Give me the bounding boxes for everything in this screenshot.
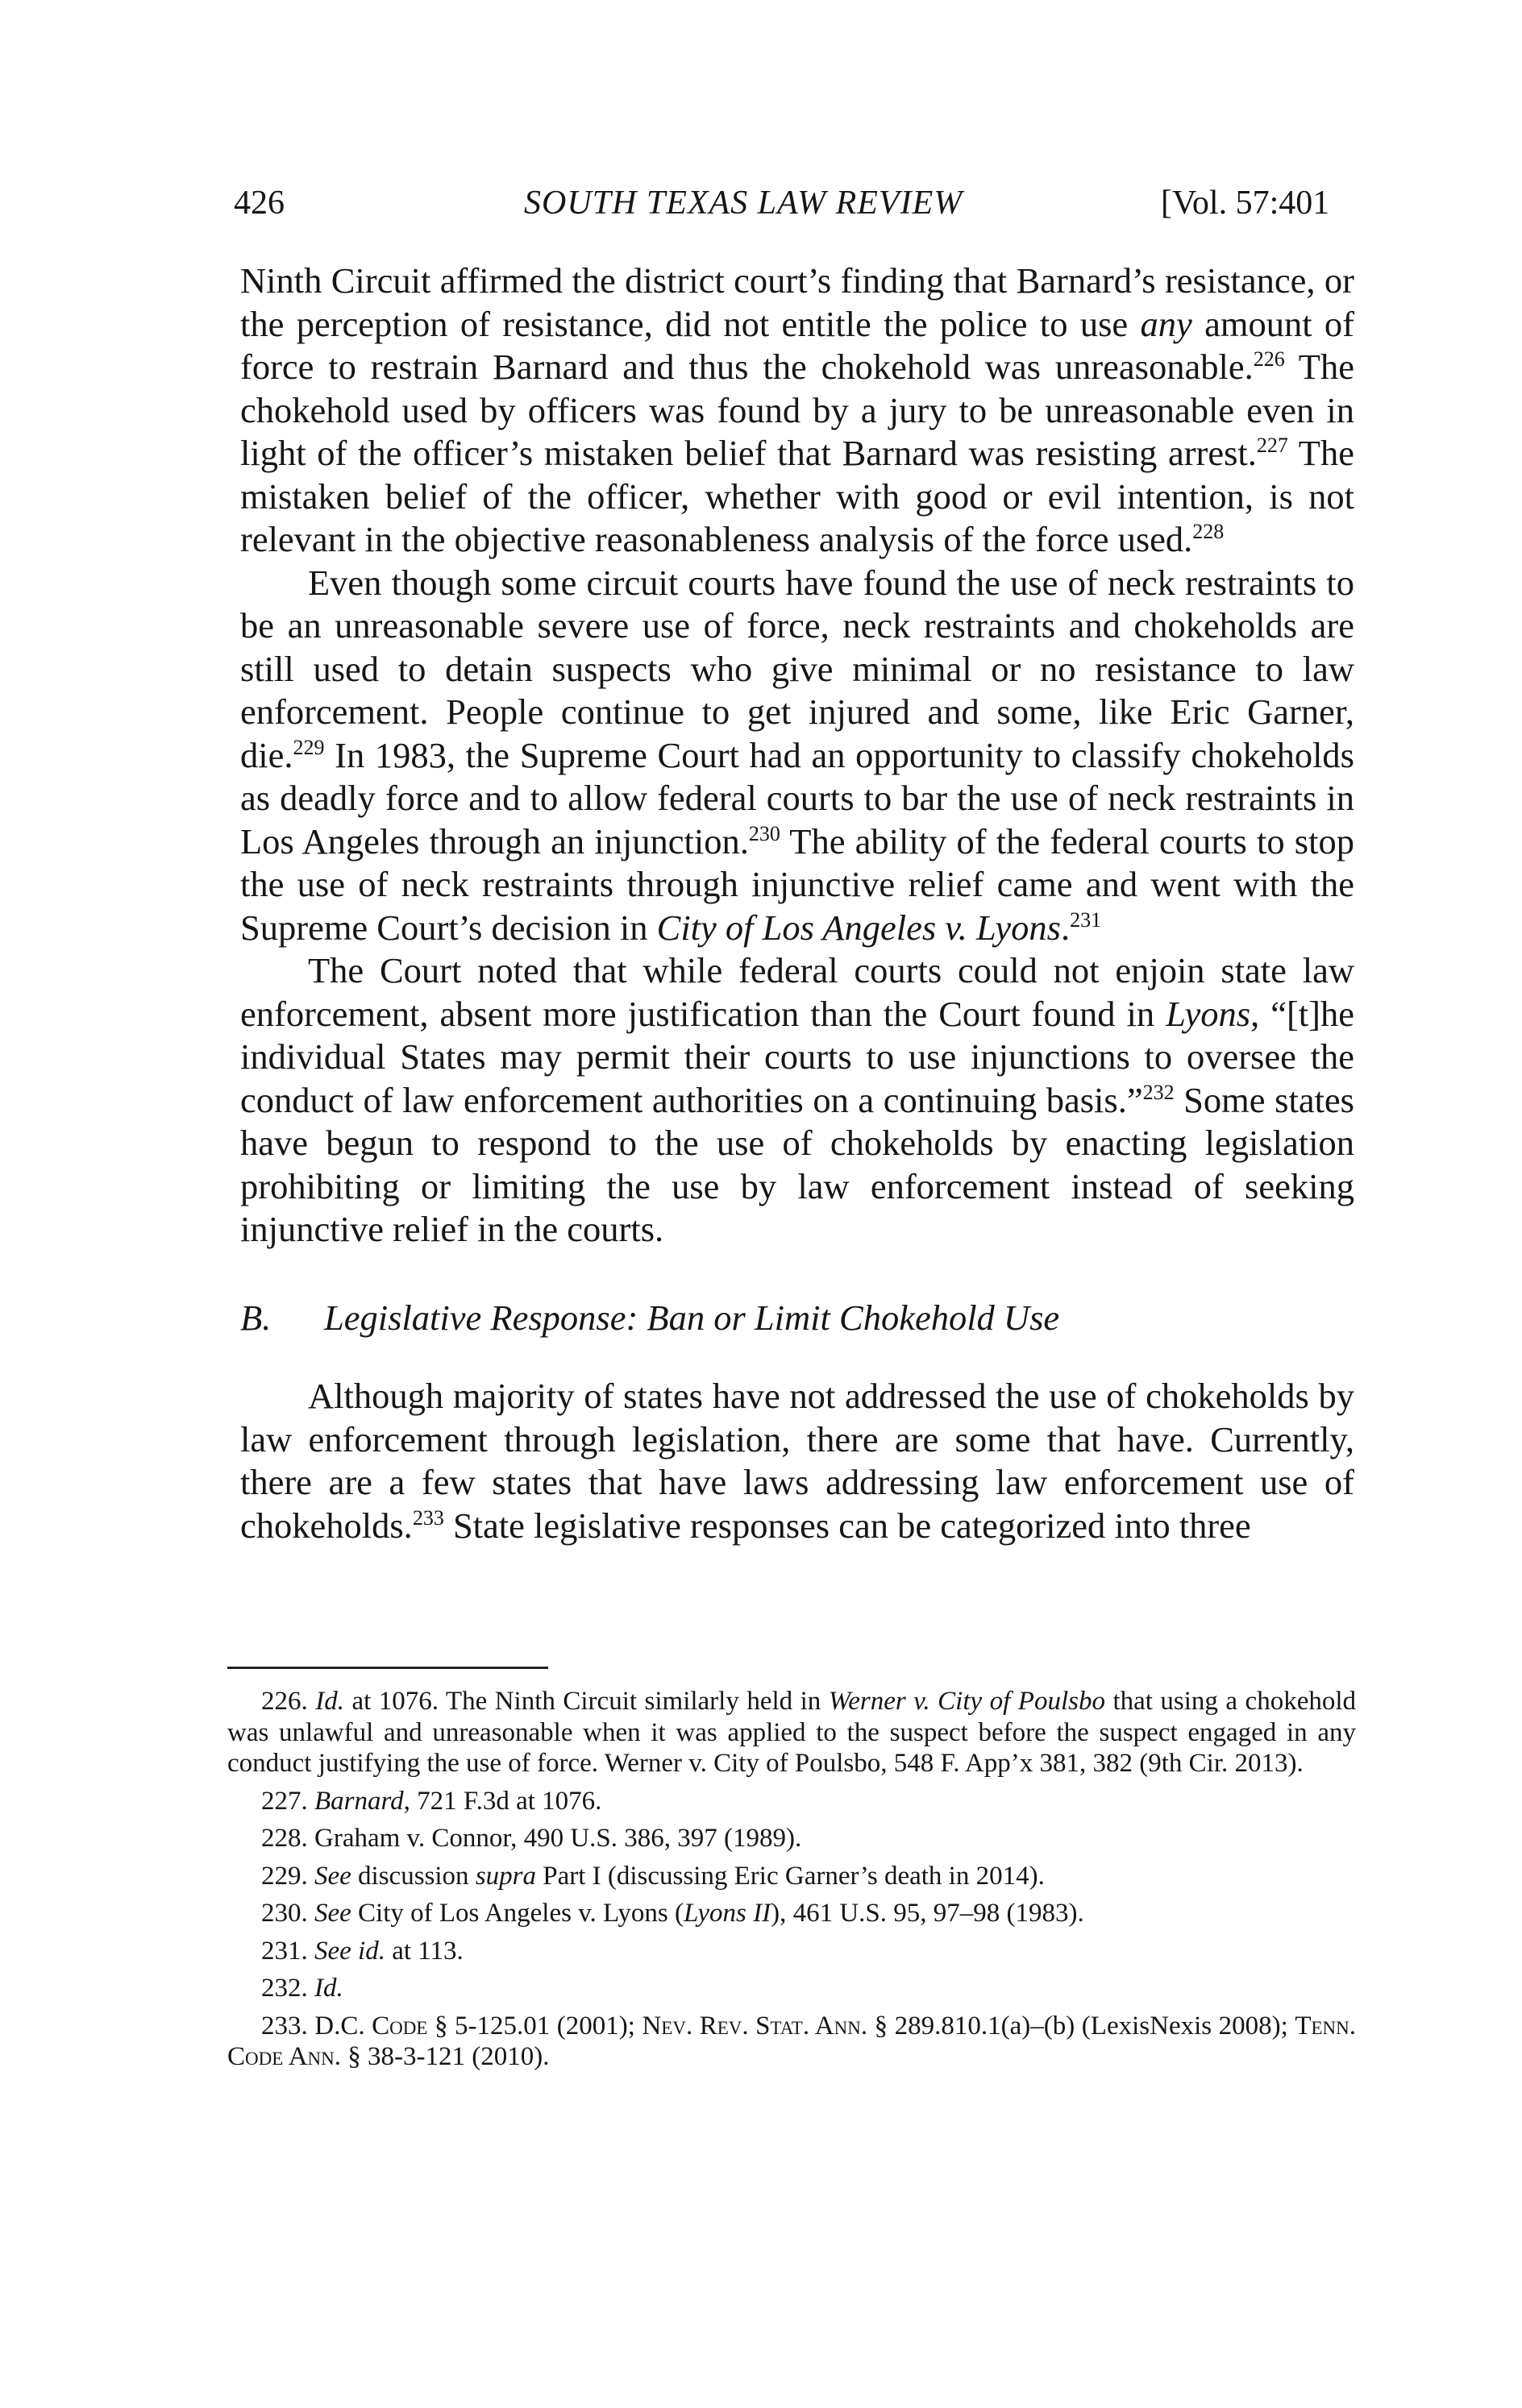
footnote-number: 227. bbox=[261, 1786, 314, 1816]
case-name: Werner v. City of Poulsbo bbox=[828, 1687, 1105, 1716]
footnote-229 bbox=[227, 1861, 1356, 1892]
journal-title: SOUTH TEXAS LAW REVIEW bbox=[524, 185, 963, 222]
case-name: Lyons bbox=[1166, 993, 1251, 1034]
text-run: Ninth Circuit affirmed the district court’s finding that Barnard’s resistance, or the perception of resistance, did not entitle the police to use bbox=[240, 260, 1354, 344]
text-run: The chokehold used by officers was found by a jury to be unreasonable even in light of the officer’s mistaken belief that Barnard was resisting arrest. bbox=[240, 347, 1354, 473]
footnote-231 bbox=[227, 1936, 1356, 1967]
body-text bbox=[240, 259, 1354, 1547]
signal: See bbox=[314, 1899, 351, 1928]
footnote-ref-230[interactable]: 230 bbox=[748, 821, 780, 845]
text-run: § 38-3-121 (2010). bbox=[341, 2042, 550, 2071]
text-run: The Court noted that while federal courts could not enjoin state law enforcement, absent more justification than the Court found in bbox=[240, 950, 1354, 1034]
footnote-227 bbox=[227, 1786, 1356, 1817]
text-run: amount of force to restrain Barnard and thus the chokehold was unreasonable. bbox=[240, 303, 1354, 387]
text-run: that using a chokehold was unlawful and unreasonable when it was applied to the suspect before the suspect engaged in any conduct justifying the use of force. Werner v. City of Poulsbo, 548 F. App’x 381, 382 (9th Cir. 2013). bbox=[227, 1687, 1357, 1778]
signal: See bbox=[314, 1861, 351, 1891]
section-title: Legislative Response: Ban or Limit Chokehold Use bbox=[324, 1297, 1060, 1338]
footnote-number: 232. bbox=[261, 1974, 314, 2003]
signal: See id. bbox=[314, 1936, 385, 1966]
text-run: at 113. bbox=[385, 1936, 464, 1966]
case-name: Lyons II bbox=[683, 1899, 771, 1928]
text-run: discussion bbox=[351, 1861, 476, 1891]
footnote-232 bbox=[227, 1973, 1356, 2004]
text-run: City of Los Angeles v. Lyons ( bbox=[351, 1899, 684, 1928]
small-caps-run: Code bbox=[372, 2011, 428, 2041]
text-run: ), 461 U.S. 95, 97–98 (1983). bbox=[771, 1899, 1084, 1928]
footnote-228 bbox=[227, 1823, 1356, 1854]
section-letter: B. bbox=[240, 1297, 272, 1338]
italic-run: Id. bbox=[314, 1974, 343, 2003]
text-run: D.C. bbox=[314, 2011, 372, 2041]
text-run: § 5-125.01 (2001); bbox=[427, 2011, 642, 2041]
running-header bbox=[0, 184, 1522, 232]
footnote-230 bbox=[227, 1898, 1356, 1929]
footnote-divider bbox=[227, 1667, 548, 1669]
footnote-number: 226. bbox=[261, 1687, 316, 1716]
paragraph-3 bbox=[240, 949, 1354, 1252]
footnote-number: 229. bbox=[261, 1861, 314, 1891]
page-number: 426 bbox=[234, 185, 285, 222]
case-name: Barnard bbox=[314, 1786, 404, 1816]
case-name: City of Los Angeles v. Lyons bbox=[656, 907, 1061, 948]
italic-run: Id. bbox=[315, 1687, 344, 1716]
text-run: Some states have begun to respond to the use of chokeholds by enacting legislation prohibiting or limiting the use by law enforcement instead of seeking injunctive relief in the courts. bbox=[240, 1079, 1355, 1249]
italic-run: any bbox=[1140, 303, 1192, 344]
text-run: , “[t]he individual States may permit their courts to use injunctions to oversee the conduct of law enforcement authorities on a continuing basis.” bbox=[240, 993, 1354, 1120]
text-run: The ability of the federal courts to stop the use of neck restraints through injunctive relief came and went with the Supreme Court’s decision in bbox=[240, 820, 1354, 948]
footnote-ref-228[interactable]: 228 bbox=[1192, 520, 1225, 544]
text-run: Although majority of states have not addressed the use of chokeholds by law enforcement through legislation, there are some that have. Currently, there are a few states that have laws addressing law enforcement use of chokeholds. bbox=[240, 1376, 1354, 1546]
volume-citation: [Vol. 57:401 bbox=[1161, 185, 1330, 222]
footnote-number: 230. bbox=[261, 1899, 314, 1928]
section-heading bbox=[240, 1297, 1354, 1340]
paragraph-2 bbox=[240, 562, 1354, 950]
text-run: State legislative responses can be categorized into three bbox=[443, 1505, 1251, 1546]
italic-run: supra bbox=[475, 1861, 536, 1891]
footnote-233 bbox=[227, 2011, 1356, 2073]
small-caps-run: Tenn. Code Ann. bbox=[227, 2011, 1357, 2071]
footnote-ref-232[interactable]: 232 bbox=[1142, 1080, 1175, 1104]
footnote-ref-233[interactable]: 233 bbox=[412, 1505, 444, 1530]
footnote-number: 231. bbox=[261, 1936, 314, 1966]
paragraph-1 bbox=[240, 259, 1354, 562]
footnotes bbox=[227, 1686, 1356, 2079]
footnote-ref-227[interactable]: 227 bbox=[1256, 434, 1288, 458]
footnote-ref-226[interactable]: 226 bbox=[1253, 347, 1285, 372]
text-run: at 1076. The Ninth Circuit similarly held in bbox=[344, 1687, 829, 1716]
text-run: Graham v. Connor, 490 U.S. 386, 397 (1989). bbox=[314, 1824, 802, 1853]
text-run: Part I (discussing Eric Garner’s death in 2014). bbox=[536, 1861, 1045, 1891]
footnote-number: 228. bbox=[261, 1824, 314, 1853]
footnote-226 bbox=[227, 1686, 1356, 1779]
text-run: § 289.810.1(a)–(b) (LexisNexis 2008); bbox=[867, 2011, 1295, 2041]
footnote-number: 233. bbox=[261, 2011, 315, 2041]
text-run: In 1983, the Supreme Court had an opportunity to classify chokeholds as deadly force and to allow federal courts to bar the use of neck restraints in Los Angeles through an injunction. bbox=[240, 734, 1354, 861]
footnote-ref-229[interactable]: 229 bbox=[293, 735, 325, 759]
paragraph-4 bbox=[240, 1375, 1354, 1547]
text-run: The mistaken belief of the officer, whether with good or evil intention, is not relevant in the objective reasonableness analysis of the force used. bbox=[240, 433, 1354, 559]
small-caps-run: Nev. Rev. Stat. Ann. bbox=[642, 2011, 868, 2041]
text-run: . bbox=[1060, 907, 1071, 948]
text-run: , 721 F.3d at 1076. bbox=[403, 1786, 602, 1816]
footnote-ref-231[interactable]: 231 bbox=[1070, 907, 1102, 932]
text-run: Even though some circuit courts have found the use of neck restraints to be an unreasonable severe use of force, neck restraints and chokeholds are still used to detain suspects who give minimal or no resistance to law enforcement. People continue to get injured and some, like Eric Garner, die. bbox=[240, 562, 1354, 775]
